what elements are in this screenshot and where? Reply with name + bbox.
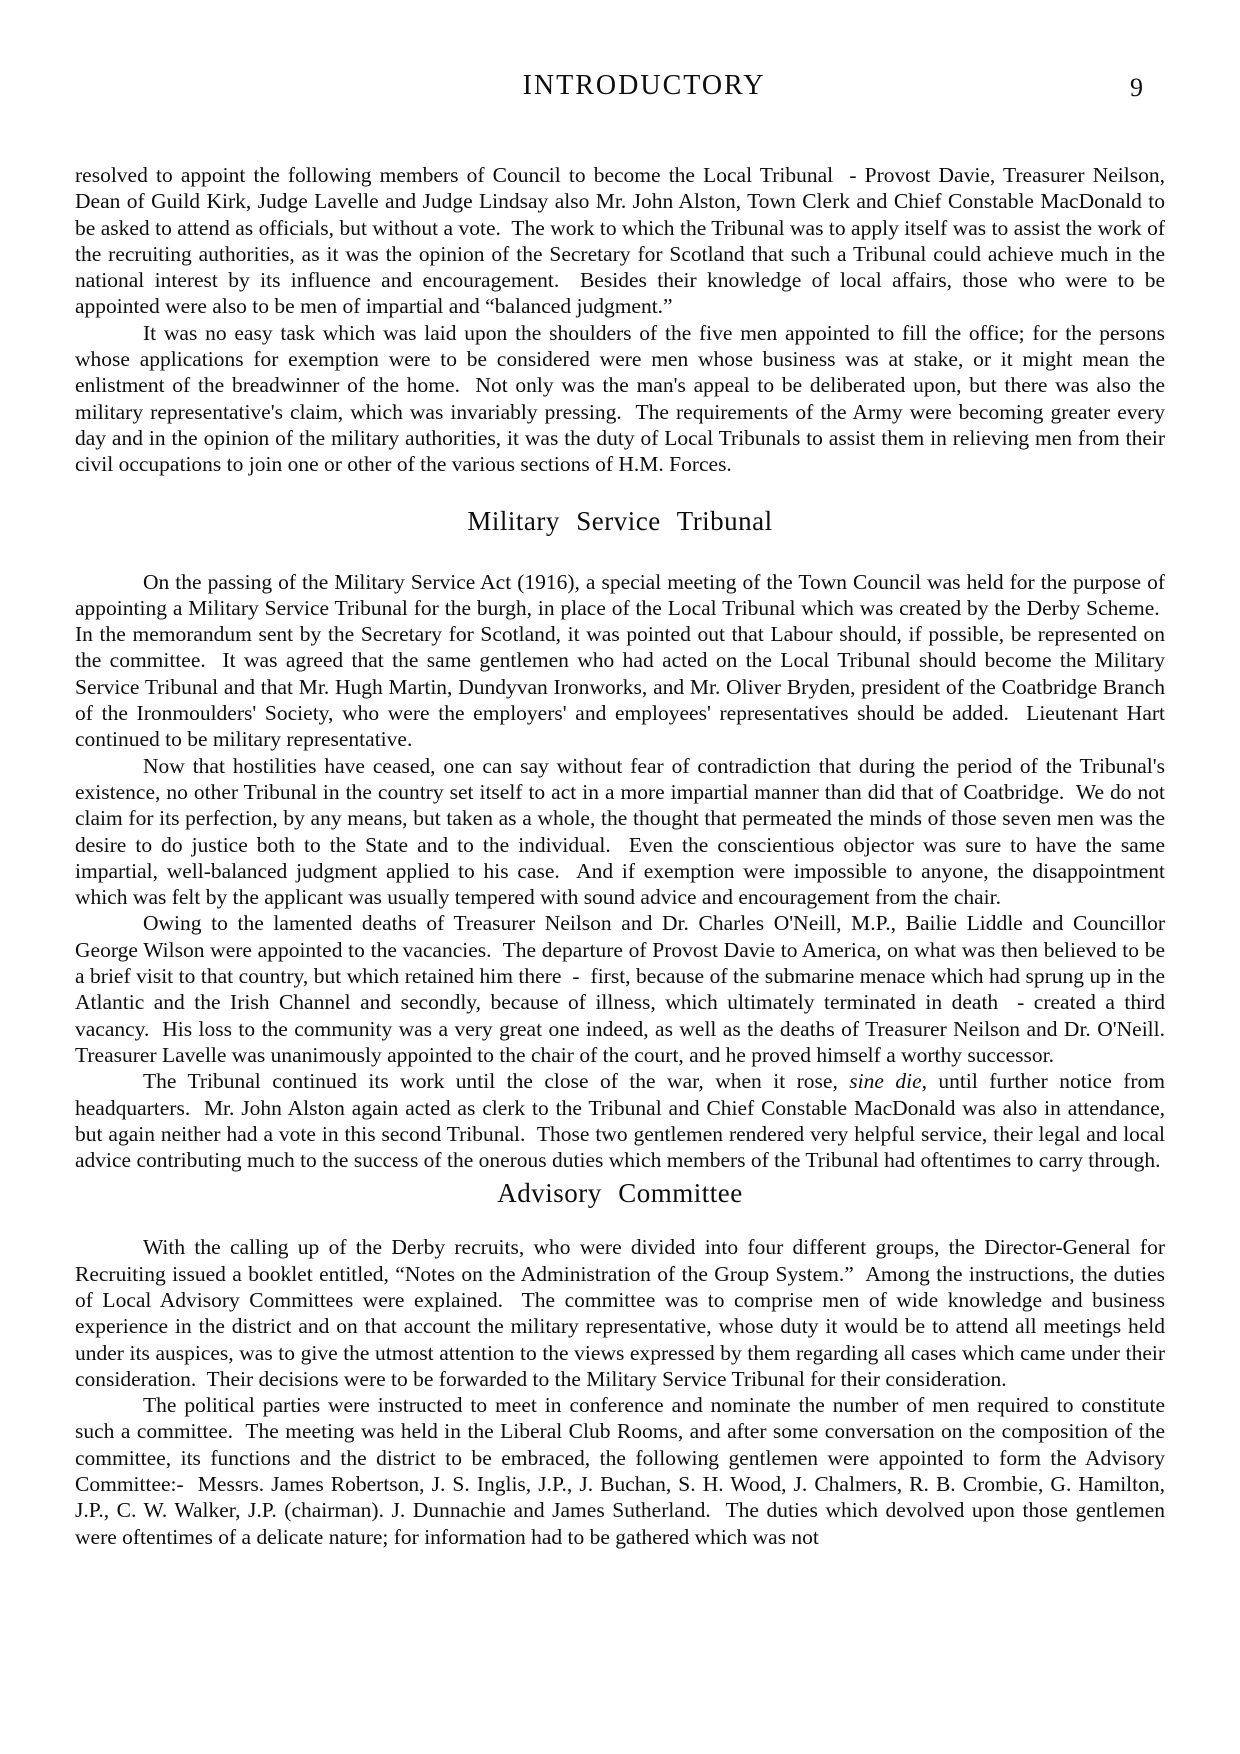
section-heading-military-service-tribunal: Military Service Tribunal (467, 505, 773, 536)
paragraph-local-tribunal-members: resolved to appoint the following members of Council to become the Local Tribunal - Provost Davie, Treasurer Neilson, Dean of Guild Kirk, Judge Lavelle and Judge Lindsay also Mr. John Alston, Town Clerk and Chief Constable MacDonald to be asked to attend as officials, but without a vote. The work to which the Tribunal was to apply itself was to assist the work of the recruiting authorities, as it was the opinion of the Secretary for Scotland that such a Tribunal could achieve much in the national interest by its influence and encouragement. Besides their knowledge of local affairs, those who were to be appointed were also to be men of impartial and “balanced judgment.” (75, 163, 1165, 319)
paragraph-no-easy-task: It was no easy task which was laid upon the shoulders of the five men appointed to fill the office; for the persons whose applications for exemption were to be considered were men whose business was at stake, or it might mean the enlistment of the breadwinner of the home. Not only was the man's appeal to be deliberated upon, but there was also the military representative's claim, which was invariably pressing. The requirements of the Army were becoming greater every day and in the opinion of the military authorities, it was the duty of Local Tribunals to assist them in relieving men from their civil occupations to join one or other of the various sections of H.M. Forces. (75, 320, 1165, 477)
paragraph-hostilities-ceased: Now that hostilities have ceased, one can say without fear of contradiction that during the period of the Tribunal's existence, no other Tribunal in the country set itself to act in a more impartial manner than did that of Coatbridge. We do not claim for its perfection, by any means, but taken as a whole, the thought that permeated the minds of those seven men was the desire to do justice both to the State and to the individual. Even the conscientious objector was sure to have the same impartial, well-balanced judgment applied to his case. And if exemption were impossible to anyone, the disappointment which was felt by the applicant was usually tempered with sound advice and encouragement from the chair. (75, 753, 1165, 910)
paragraph-lamented-deaths: Owing to the lamented deaths of Treasurer Neilson and Dr. Charles O'Neill, M.P., Bailie Liddle and Councillor George Wilson were appointed to the vacancies. The departure of Provost Davie to America, on what was then believed to be a brief visit to that country, but which retained him there - first, because of the submarine menace which had sprung up in the Atlantic and the Irish Channel and secondly, because of illness, which ultimately terminated in death - created a third vacancy. His loss to the community was a very great one indeed, as well as the deaths of Treasurer Neilson and Dr. O'Neill. Treasurer Lavelle was unanimously appointed to the chair of the court, and he proved himself a worthy successor. (75, 911, 1165, 1067)
page-body (75, 162, 1165, 1550)
paragraph-tribunal-continued (75, 1068, 1165, 1173)
text-segment: , until further notice from headquarters. Mr. John Alston again acted as clerk to the Tribunal and Chief Constable MacDonald was also in attendance, but again neither had a vote in this second Tribunal. Those two gentlemen rendered very helpful service, their legal and local advice contributing much to the success of the onerous duties which members of the Tribunal had oftentimes to carry through. (75, 1069, 1165, 1173)
paragraph-political-parties: The political parties were instructed to meet in conference and nominate the number of men required to constitute such a committee. The meeting was held in the Liberal Club Rooms, and after some conversation on the composition of the committee, its functions and the district to be embraced, the following gentlemen were appointed to form the Advisory Committee:- Messrs. James Robertson, J. S. Inglis, J.P., J. Buchan, S. H. Wood, J. Chalmers, R. B. Crombie, G. Hamilton, J.P., C. W. Walker, J.P. (chairman). J. Dunnachie and James Sutherland. The duties which devolved upon those gentlemen were oftentimes of a delicate nature; for information had to be gathered which was not (75, 1393, 1165, 1549)
page-number: 9 (1130, 73, 1143, 102)
running-title: INTRODUCTORY (522, 70, 766, 101)
paragraph-derby-recruits: With the calling up of the Derby recruits, who were divided into four different groups, the Director-General for Recruiting issued a booklet entitled, “Notes on the Administration of the Group System.” Among the instructions, the duties of Local Advisory Committees were explained. The committee was to comprise men of wide knowledge and business experience in the district and on that account the military representative, whose duty it would be to attend all meetings held under its auspices, was to give the utmost attention to the views expressed by them regarding all cases which came under their consideration. Their decisions were to be forwarded to the Military Service Tribunal for their consideration. (75, 1235, 1165, 1391)
text-segment: The Tribunal continued its work until the close of the war, when it rose, (143, 1069, 850, 1094)
italic-text-segment: sine die (849, 1069, 922, 1094)
page-header (75, 70, 1165, 106)
paragraph-military-service-act: On the passing of the Military Service Act (1916), a special meeting of the Town Council was held for the purpose of appointing a Military Service Tribunal for the burgh, in place of the Local Tribunal which was created by the Derby Scheme. In the memorandum sent by the Secretary for Scotland, it was pointed out that Labour should, if possible, be represented on the committee. It was agreed that the same gentlemen who had acted on the Local Tribunal should become the Military Service Tribunal and that Mr. Hugh Martin, Dundyvan Ironworks, and Mr. Oliver Bryden, president of the Coatbridge Branch of the Ironmoulders' Society, who were the employers' and employees' representatives should be added. Lieutenant Hart continued to be military representative. (75, 569, 1165, 752)
section-heading-advisory-committee: Advisory Committee (497, 1178, 743, 1209)
